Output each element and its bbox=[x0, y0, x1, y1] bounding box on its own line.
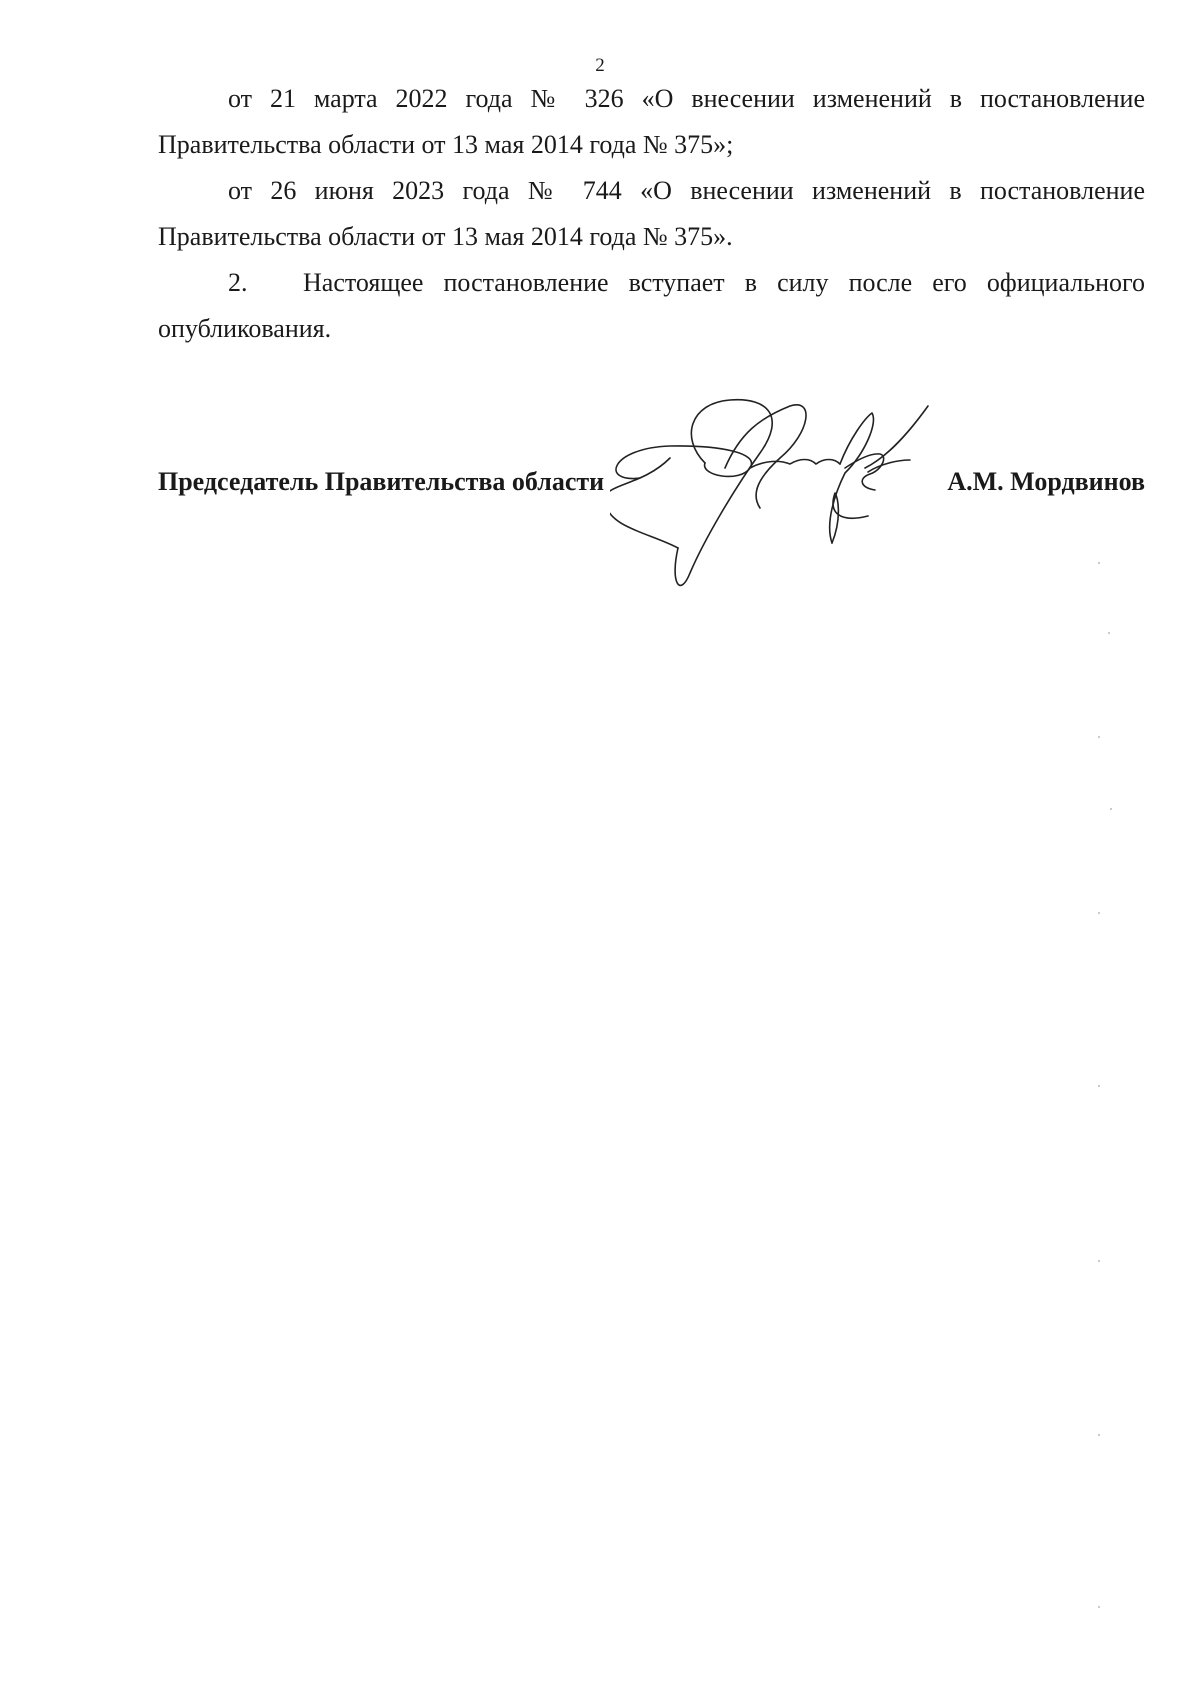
scan-mark bbox=[1098, 1434, 1100, 1436]
item-number: 2. bbox=[228, 268, 248, 297]
document-body bbox=[158, 76, 1145, 352]
signatory-title: Председатель Правительства области bbox=[158, 467, 605, 496]
scan-mark bbox=[1098, 562, 1100, 564]
scan-mark bbox=[1098, 736, 1100, 738]
scan-mark bbox=[1110, 808, 1112, 810]
paragraph-text: от 21 марта 2022 года № 326 «О внесении изменений в постановление Правительства области от 13 мая 2014 года № 375»; bbox=[158, 84, 1145, 159]
paragraph-text: от 26 июня 2023 года № 744 «О внесении изменений в постановление Правительства области от 13 мая 2014 года № 375». bbox=[158, 176, 1145, 251]
page-number: 2 bbox=[595, 55, 605, 76]
paragraph-amendment-2022 bbox=[158, 76, 1145, 168]
scan-mark bbox=[1108, 632, 1110, 634]
scan-mark bbox=[1098, 912, 1100, 914]
scan-mark bbox=[1098, 1260, 1100, 1262]
paragraph-item-2 bbox=[158, 260, 1145, 352]
scan-mark bbox=[1098, 1606, 1100, 1608]
paragraph-text: Настоящее постановление вступает в силу после его официального опубликования. bbox=[158, 268, 1145, 343]
signature-block bbox=[158, 462, 1145, 502]
signatory-name: А.М. Мордвинов bbox=[947, 467, 1145, 496]
paragraph-amendment-2023 bbox=[158, 168, 1145, 260]
scan-mark bbox=[1098, 1085, 1100, 1087]
